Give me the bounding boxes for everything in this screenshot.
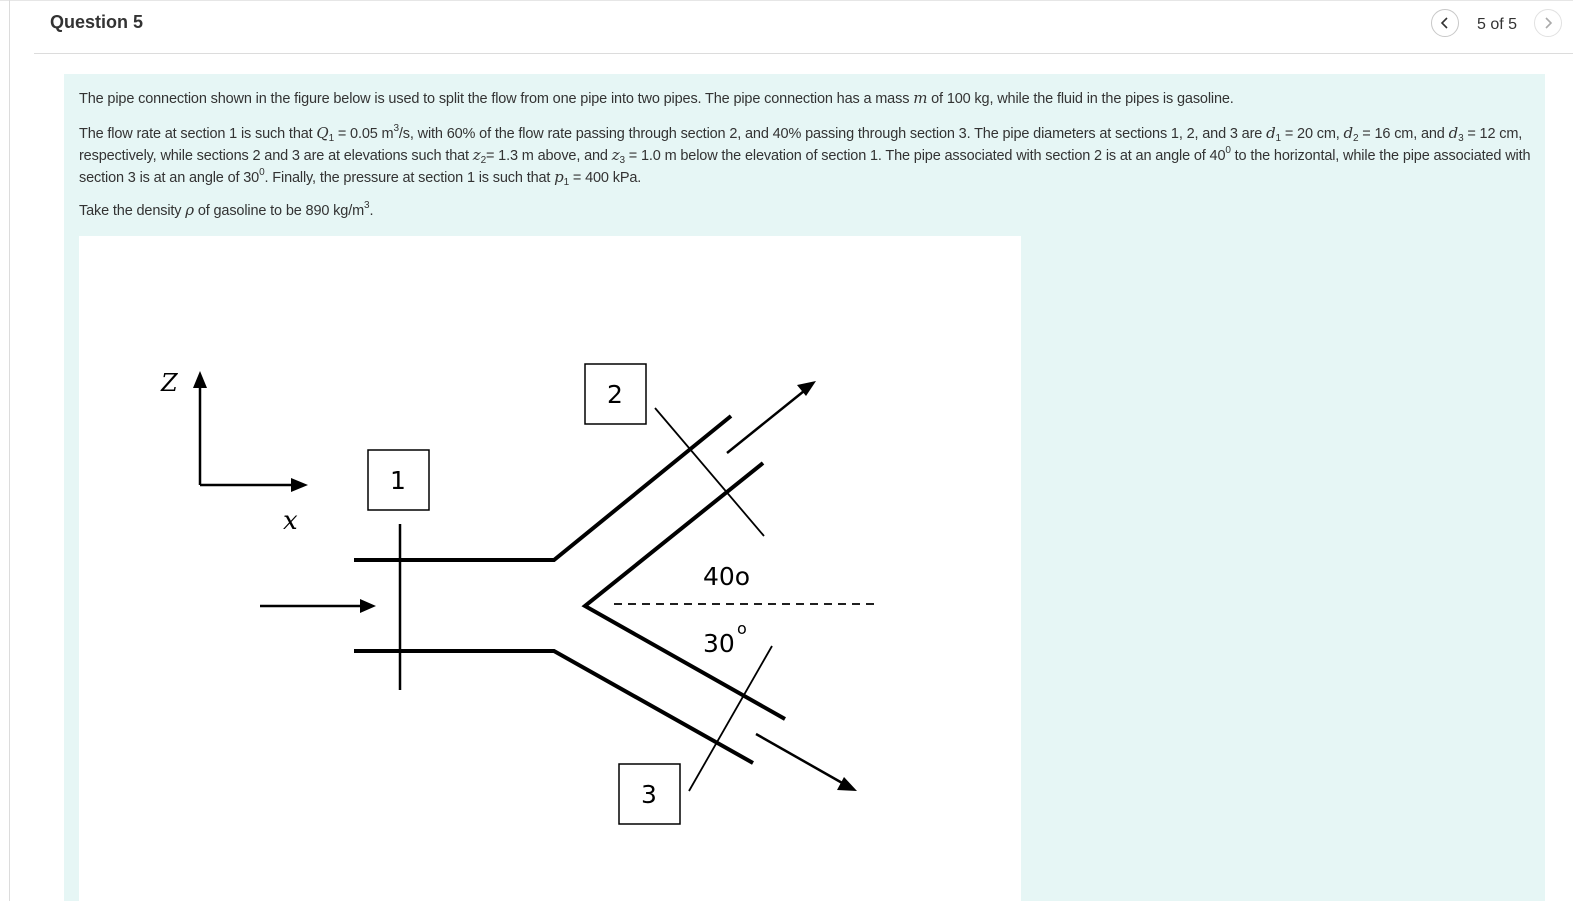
section-1-label: 1 [390, 466, 406, 495]
left-rule [9, 0, 10, 901]
question-body [64, 74, 1545, 901]
intro-paragraph: The pipe connection shown in the figure below is used to split the flow from one pipe into two pipes. The pipe connection has a mass m of 100 kg, while the fluid in the pipes is gasoline. [79, 89, 1234, 107]
angle-40-label: 40o [703, 562, 751, 591]
angle-30-label: 30 [703, 629, 735, 658]
outlet-3-arrowhead [837, 777, 857, 791]
rho-symbol: ρ [185, 201, 194, 219]
next-question-button[interactable] [1534, 9, 1562, 37]
previous-question-button[interactable] [1431, 9, 1459, 37]
section-2-label: 2 [607, 380, 623, 409]
coordinate-axes [200, 388, 295, 485]
question-header [34, 0, 1573, 54]
inlet-arrowhead [360, 599, 376, 613]
chevron-right-icon [1541, 16, 1555, 30]
axis-z-label: Z [161, 369, 178, 397]
section-3-cut-line [689, 646, 772, 791]
given-data-paragraph: The flow rate at section 1 is such that $Q_1 = 0.05$ $m^3/s$, with 60% of the flow rate passing through section 2, and 40% passing through section 3. The pipe diameters at sections 1, 2, and 3 are $d_1 = 20$ cm, $d_2 = 16$ cm, and $d_3 = 12$ cm, respectively, while sections 2 and 3 are at elevations such that $z_2= 1.3$ m above, and $z_3 = 1.0$ m below the elevation of section 1. The pipe associated with section 2 is at an angle of $40^0$ to the horizontal, while the pipe associated with section 3 is at an angle of $30^0$. Finally, the pressure at section 1 is such that $p_1 = 400$ kPa. [79, 123, 1531, 188]
question-title: Question 5 [50, 12, 144, 32]
angle-30-degree-mark: o [737, 619, 747, 638]
outlet-2-flow-arrow [727, 391, 804, 453]
section-2-cut-line [655, 408, 764, 536]
chevron-left-icon [1438, 16, 1452, 30]
mass-symbol: m [913, 89, 928, 107]
axis-x-label: x [283, 506, 298, 536]
outlet-3-flow-arrow [756, 734, 844, 784]
pipe-diagram [79, 236, 1021, 901]
section-3-label: 3 [641, 780, 657, 809]
z-axis-arrowhead [193, 371, 207, 388]
x-axis-arrowhead [291, 478, 308, 492]
page-count: 5 of 5 [1477, 16, 1518, 33]
density-paragraph: Take the density ρ of gasoline to be 890 $kg/m^3$. [79, 200, 374, 219]
pipe-connection-figure [79, 236, 1021, 901]
